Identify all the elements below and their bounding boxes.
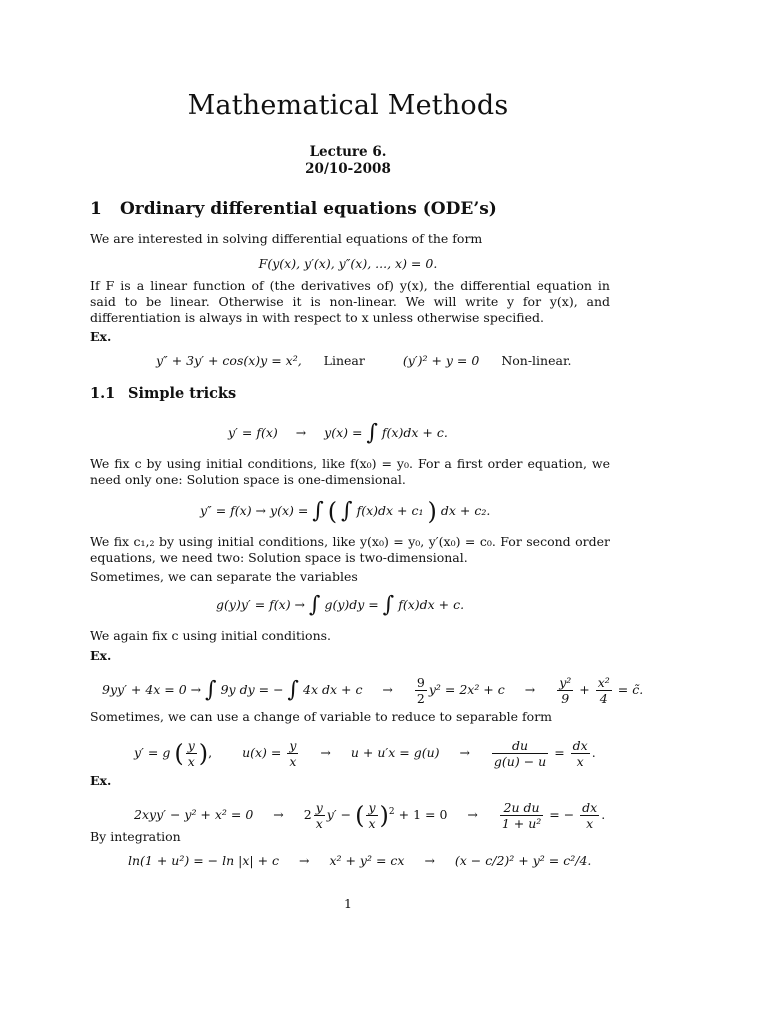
integral-symbol: ∫ (309, 592, 321, 618)
fraction-numerator: x² (597, 675, 610, 690)
fraction-denominator: 9 (557, 690, 573, 706)
arrow-symbol: → (524, 682, 536, 697)
eq-inner: f(x)dx + c₁ (356, 503, 424, 518)
fraction-numerator: 2u du (503, 800, 540, 815)
fraction (571, 738, 590, 769)
fraction-denominator: 1 + u² (501, 816, 542, 831)
arrow-symbol: → (467, 807, 478, 822)
left-paren: ( (174, 739, 184, 768)
section-title: Ordinary differential equations (ODE’s) (120, 199, 497, 219)
fraction-denominator: x (368, 816, 376, 831)
fraction-numerator: y² (559, 675, 572, 690)
fraction-numerator: du (512, 738, 529, 753)
fraction-denominator: x (289, 754, 297, 769)
arrow-symbol: → (295, 425, 307, 440)
fraction (557, 675, 573, 706)
right-paren: ) (427, 497, 437, 526)
example-label: Ex. (90, 773, 112, 788)
lecture-date: 20/10-2008 (305, 161, 391, 177)
fraction (596, 675, 612, 706)
fraction-denominator: g(u) − u (493, 754, 547, 769)
left-paren: ( (355, 801, 365, 830)
subsection-title: Simple tricks (128, 385, 237, 402)
eq-part: y′ = g (134, 745, 171, 760)
fraction (186, 738, 197, 769)
arrow-symbol: → (273, 807, 284, 822)
eq-part: 9y dy = − (220, 682, 284, 697)
document-title: Mathematical Methods (187, 90, 509, 121)
intro-paragraph: We are interested in solving differential equations of the form (90, 231, 483, 246)
fraction-numerator: dx (572, 738, 588, 753)
right-paren: ) (379, 801, 389, 830)
eq-part: 2 (303, 807, 312, 822)
fraction (287, 738, 298, 769)
fix-c-paragraph: We fix c by using initial conditions, like f(x₀) = y₀. For a first order equation, we need only one: Solution space is one-dimensional. (90, 456, 610, 487)
comma: , (208, 745, 213, 760)
fraction-numerator: y (368, 800, 376, 815)
arrow-symbol: → (424, 853, 435, 868)
left-paren: ( (327, 497, 338, 526)
equals-symbol: = − (549, 807, 575, 822)
equation-change-of-variable (134, 738, 596, 769)
equals-symbol: = (554, 745, 565, 760)
fraction-denominator: 2 (416, 691, 425, 706)
eq-part: x² + y² = cx (329, 853, 405, 868)
eq-tail: dx + c₂. (440, 503, 491, 518)
fraction-numerator: dx (582, 800, 598, 815)
fraction-denominator: x (187, 754, 195, 769)
eq-part: 4x dx + c (303, 682, 363, 697)
fraction-numerator: 9 (416, 675, 425, 690)
eq-lhs: g(y)y′ = f(x) → (216, 597, 306, 612)
integral-symbol: ∫ (205, 677, 217, 703)
arrow-symbol: → (382, 682, 393, 697)
label-linear: Linear (323, 353, 365, 368)
equation-linear: y″ + 3y′ + cos(x)y = x², (156, 353, 306, 368)
eq-part: y′ − (326, 807, 352, 822)
equation-second-order (200, 497, 491, 526)
fix-c12-paragraph: We fix c₁,₂ by using initial conditions, like y(x₀) = y₀, y′(x₀) = c₀. For second order equations, we need two: Solution space is two-dimensional. (90, 534, 610, 565)
equation-example-change (134, 800, 605, 831)
equation-simple-integration (228, 420, 448, 446)
plus-symbol: + (579, 682, 590, 697)
example-label: Ex. (90, 329, 112, 344)
fraction-denominator: 4 (596, 690, 612, 706)
again-fix-paragraph: We again fix c using initial conditions. (90, 628, 332, 643)
change-variable-paragraph: Sometimes, we can use a change of variable to reduce to separable form (90, 709, 553, 724)
page-number: 1 (344, 896, 352, 911)
fraction (314, 800, 325, 831)
arrow-symbol: → (459, 745, 470, 760)
example-label: Ex. (90, 648, 112, 663)
eq-part: u(x) = (242, 745, 282, 760)
right-paren: ) (198, 739, 209, 768)
eq-rhs: y(x) = (324, 425, 363, 440)
eq-part: 9yy′ + 4x = 0 → (102, 682, 202, 697)
linearity-paragraph: If F is a linear function of (the derivatives of) y(x), the differential equation in said to be linear. Otherwise it is non-linear. We will write y for y(x), and differentiation is always in with respect to x unless otherwise specified. (90, 278, 610, 325)
eq-part: + 1 = 0 (398, 807, 448, 822)
fraction-numerator: y (187, 738, 195, 753)
fraction-denominator: x (571, 753, 590, 769)
eq-lhs: y′ = f(x) (228, 425, 278, 440)
fraction (500, 800, 543, 831)
arrow-symbol: → (299, 853, 310, 868)
fraction-denominator: x (315, 816, 323, 831)
subsection-heading (90, 385, 236, 402)
integral-symbol: ∫ (382, 592, 395, 618)
fraction (492, 738, 548, 769)
integral-symbol: ∫ (312, 498, 324, 524)
equation-example-separable (102, 675, 643, 706)
fraction (366, 800, 377, 831)
eq-part: u + u′x = g(u) (350, 745, 440, 760)
equation-linear-example (156, 353, 572, 369)
lecture-number: Lecture 6. (309, 144, 387, 160)
fraction (580, 800, 599, 831)
exponent: 2 (388, 806, 395, 817)
label-nonlinear: Non-linear. (501, 353, 572, 368)
fraction (415, 675, 427, 706)
eq-lhs: y″ = f(x) → y(x) = (200, 503, 309, 518)
period: . (591, 745, 596, 760)
section-heading (90, 199, 497, 219)
equation-separable (216, 592, 465, 618)
eq-rhs: f(x)dx + c. (398, 597, 465, 612)
equation-final-result (128, 853, 591, 869)
eq-part: ln(1 + u²) = − ln |x| + c (128, 853, 280, 868)
eq-integrand: f(x)dx + c. (381, 425, 448, 440)
equation-general-form (0, 256, 696, 272)
integral-symbol: ∫ (287, 677, 300, 703)
integral-symbol: ∫ (366, 420, 378, 446)
eq-part: 2xyy′ − y² + x² = 0 (134, 807, 254, 822)
lecture-info (0, 144, 696, 178)
equation-nonlinear: (y′)² + y = 0 (402, 353, 480, 368)
separate-variables-paragraph: Sometimes, we can separate the variables (90, 569, 358, 584)
section-number: 1 (90, 199, 102, 219)
eq-mid: g(y)dy = (324, 597, 379, 612)
fraction-denominator: x (580, 815, 599, 831)
eq-part: y² = 2x² + c (428, 682, 505, 697)
eq-part: = c̃. (617, 682, 644, 697)
arrow-symbol: → (320, 745, 331, 760)
by-integration-paragraph: By integration (90, 829, 181, 844)
period: . (601, 807, 606, 822)
fraction-numerator: y (315, 800, 323, 815)
equation-text: F(y(x), y′(x), y″(x), ..., x) = 0. (258, 256, 438, 271)
integral-symbol: ∫ (341, 498, 353, 524)
eq-part: (x − c/2)² + y² = c²/4. (454, 853, 592, 868)
fraction-numerator: y (289, 738, 297, 753)
subsection-number: 1.1 (90, 385, 116, 402)
